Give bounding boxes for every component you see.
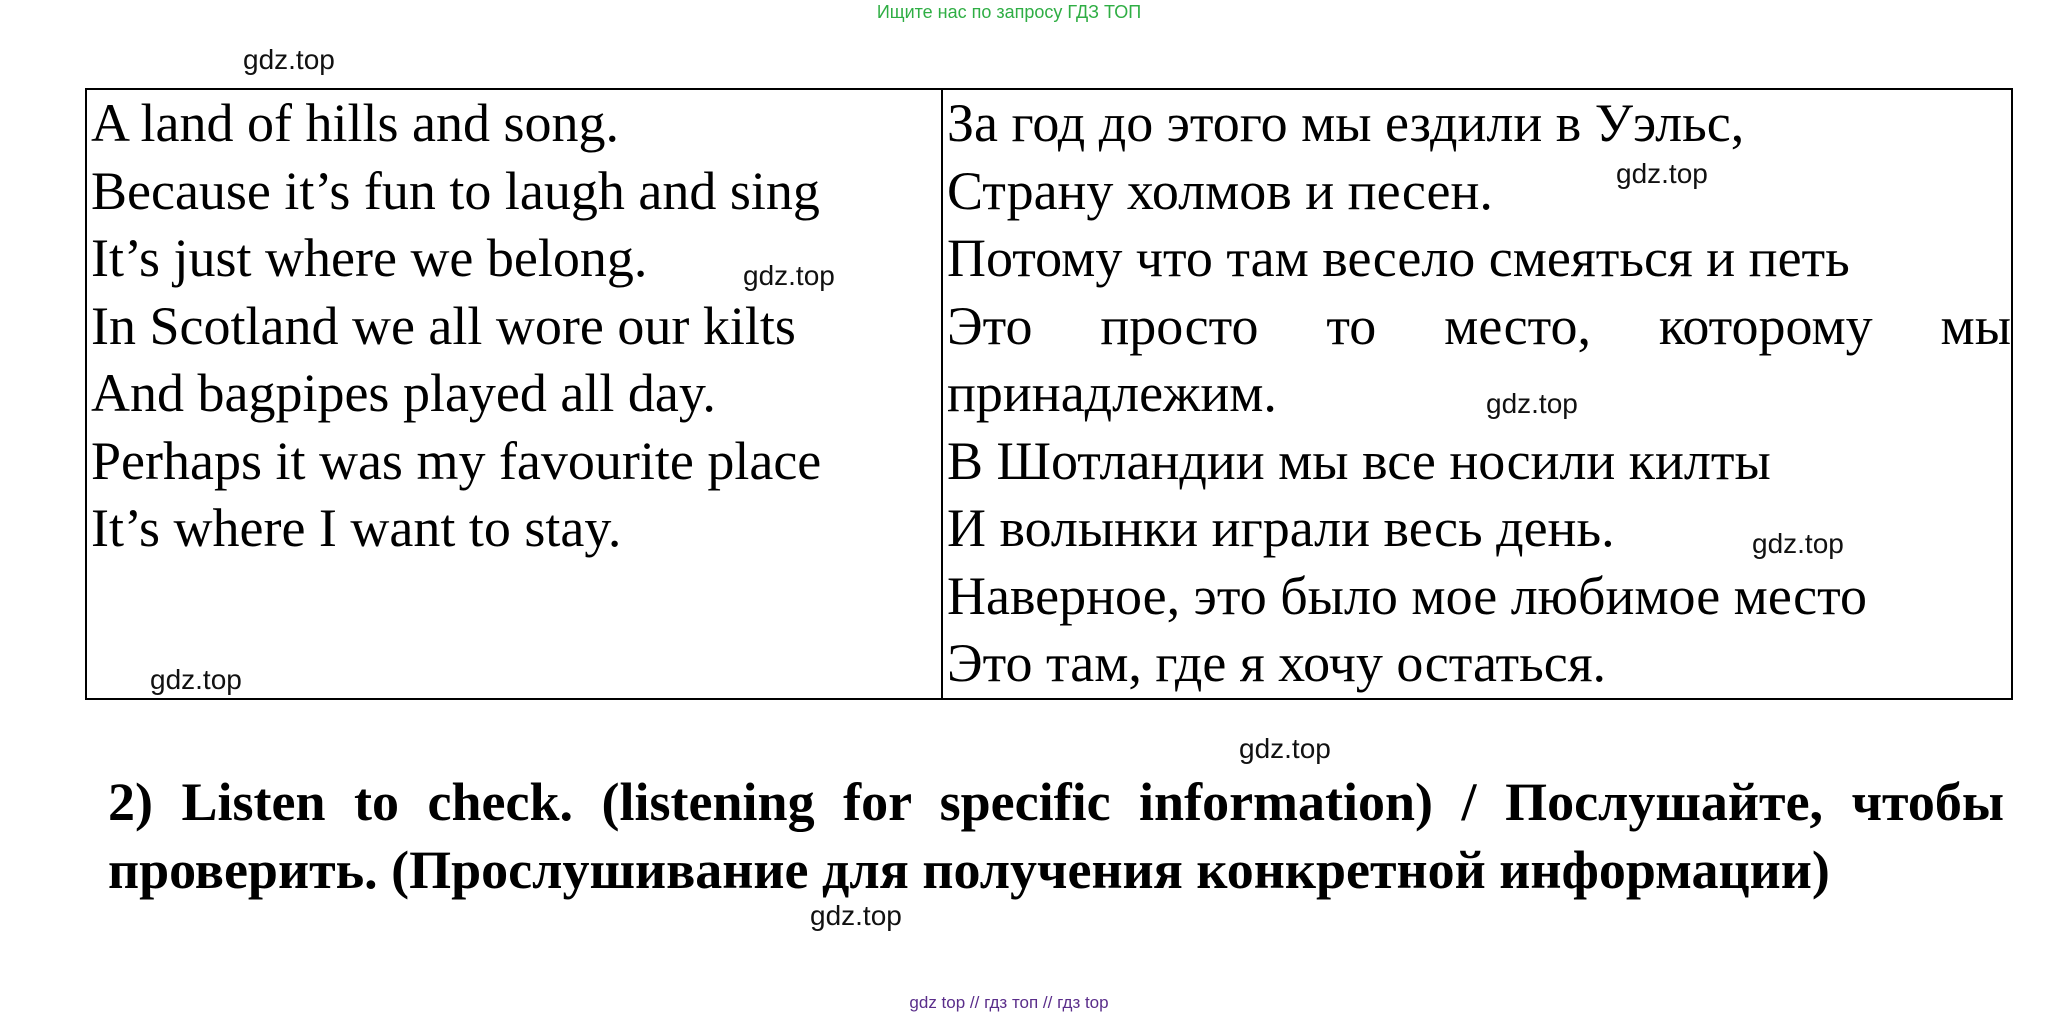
- russian-line: За год до этого мы ездили в Уэльс,: [947, 93, 1745, 153]
- english-line: A land of hills and song.: [91, 93, 619, 153]
- watermark: gdz.top: [810, 900, 902, 931]
- watermark: gdz.top: [1486, 388, 1578, 419]
- english-line: Perhaps it was my favourite place: [91, 430, 822, 491]
- footer-banner: gdz top // гдз топ // гдз top: [909, 993, 1109, 1012]
- watermark: gdz.top: [1616, 158, 1708, 189]
- watermark: gdz.top: [150, 664, 242, 695]
- top-banner: Ищите нас по запросу ГДЗ ТОП: [876, 2, 1142, 22]
- english-line: It’s where I want to stay.: [91, 498, 622, 558]
- english-column: [86, 89, 942, 699]
- task-instruction: 2) Listen to check. (listening for specific information) / Послушайте, чтобы проверить. (Прослушивание для получения конкретной информации): [108, 772, 2004, 900]
- watermark: gdz.top: [243, 44, 335, 75]
- russian-line: принадлежим.: [947, 363, 1277, 423]
- russian-line: Это там, где я хочу остаться.: [947, 633, 1607, 693]
- russian-line: Страну холмов и песен.: [947, 160, 1493, 221]
- watermark: gdz.top: [1752, 528, 1844, 559]
- russian-line: Это просто то место, которому мы: [947, 295, 2011, 356]
- poem-table: [85, 88, 2013, 700]
- russian-line: И волынки играли весь день.: [947, 498, 1615, 558]
- english-line: It’s just where we belong.: [91, 228, 648, 288]
- russian-line: Наверное, это было мое любимое место: [947, 565, 1868, 626]
- english-line: And bagpipes played all day.: [91, 363, 716, 423]
- watermark: gdz.top: [743, 260, 835, 291]
- english-line: In Scotland we all wore our kilts: [91, 295, 796, 356]
- english-line: Because it’s fun to laugh and sing: [91, 160, 820, 221]
- watermark: gdz.top: [1239, 733, 1331, 764]
- russian-column: [942, 89, 2012, 699]
- russian-line: В Шотландии мы все носили килты: [947, 430, 1771, 491]
- russian-line: Потому что там весело смеяться и петь: [947, 228, 1850, 288]
